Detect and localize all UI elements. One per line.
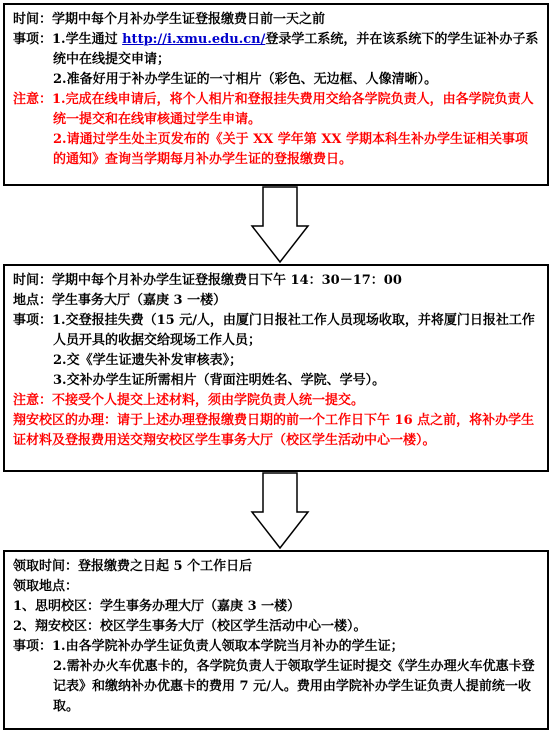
step1-item1-prefix: 事项：1.学生通过	[13, 32, 123, 47]
step2-item1: 事项：1.交登报挂失费（15 元/人，由厦门日报社工作人员现场收取，并将厦门日报社工作人员开具的收据交给现场工作人员；	[13, 313, 535, 348]
xmu-login-link[interactable]: http://i.xmu.edu.cn/	[122, 32, 266, 47]
step1-item1-suffix: 登录学工系统，并在该系统下的学生证补办子系统中在线提交申请；	[53, 32, 539, 67]
step-box-2	[3, 264, 549, 472]
down-arrow-icon	[250, 472, 310, 550]
step-box-1	[3, 3, 549, 186]
step2-item3: 3.交补办学生证所需相片（背面注明姓名、学院、学号）。	[53, 373, 386, 388]
step-box-3	[3, 550, 549, 730]
step1-note2: 2.请通过学生处主页发布的《关于 XX 学年第 XX 学期本科生补办学生证相关事项的通知》查询当学期每月补办学生证的登报缴费日。	[53, 132, 529, 167]
step1-time: 时间：学期中每个月补办学生证登报缴费日前一天之前	[13, 12, 326, 27]
step2-note: 注意：不接受个人提交上述材料，须由学院负责人统一提交。	[13, 393, 365, 408]
step3-place1: 1、思明校区：学生事务办理大厅（嘉庚 3 一楼）	[13, 599, 301, 614]
step2-time: 时间：学期中每个月补办学生证登报缴费日下午 14：30－17：00	[13, 273, 402, 288]
step1-note1: 注意：1.完成在线申请后，将个人相片和登报挂失费用交给各学院负责人，由各学院负责人统一提交和在线审核通过学生申请。	[13, 92, 534, 127]
step2-xiangan: 翔安校区的办理：请于上述办理登报缴费日期的前一个工作日下午 16 点之前，将补办学生证材料及登报费用送交翔安校区学生事务大厅（校区学生活动中心一楼）。	[13, 413, 535, 448]
step3-item1: 事项：1.由各学院补办学生证负责人领取本学院当月补办的学生证；	[13, 639, 404, 654]
step2-place: 地点：学生事务大厅（嘉庚 3 一楼）	[13, 293, 227, 308]
step3-place-title: 领取地点：	[13, 579, 79, 594]
down-arrow-icon	[250, 186, 310, 264]
step3-item2: 2.需补办火车优惠卡的，各学院负责人于领取学生证时提交《学生办理火车优惠卡登记表》和缴纳补办优惠卡的费用 7 元/人。费用由学院补办学生证负责人提前统一收取。	[53, 659, 535, 714]
step1-item2: 2.准备好用于补办学生证的一寸相片（彩色、无边框、人像清晰）。	[53, 72, 438, 87]
step1-item1	[13, 30, 539, 70]
step3-time: 领取时间：登报缴费之日起 5 个工作日后	[13, 559, 253, 574]
step2-item2: 2.交《学生证遗失补发审核表》；	[53, 353, 243, 368]
step3-place2: 2、翔安校区：校区学生事务大厅（校区学生活动中心一楼）。	[13, 619, 367, 634]
